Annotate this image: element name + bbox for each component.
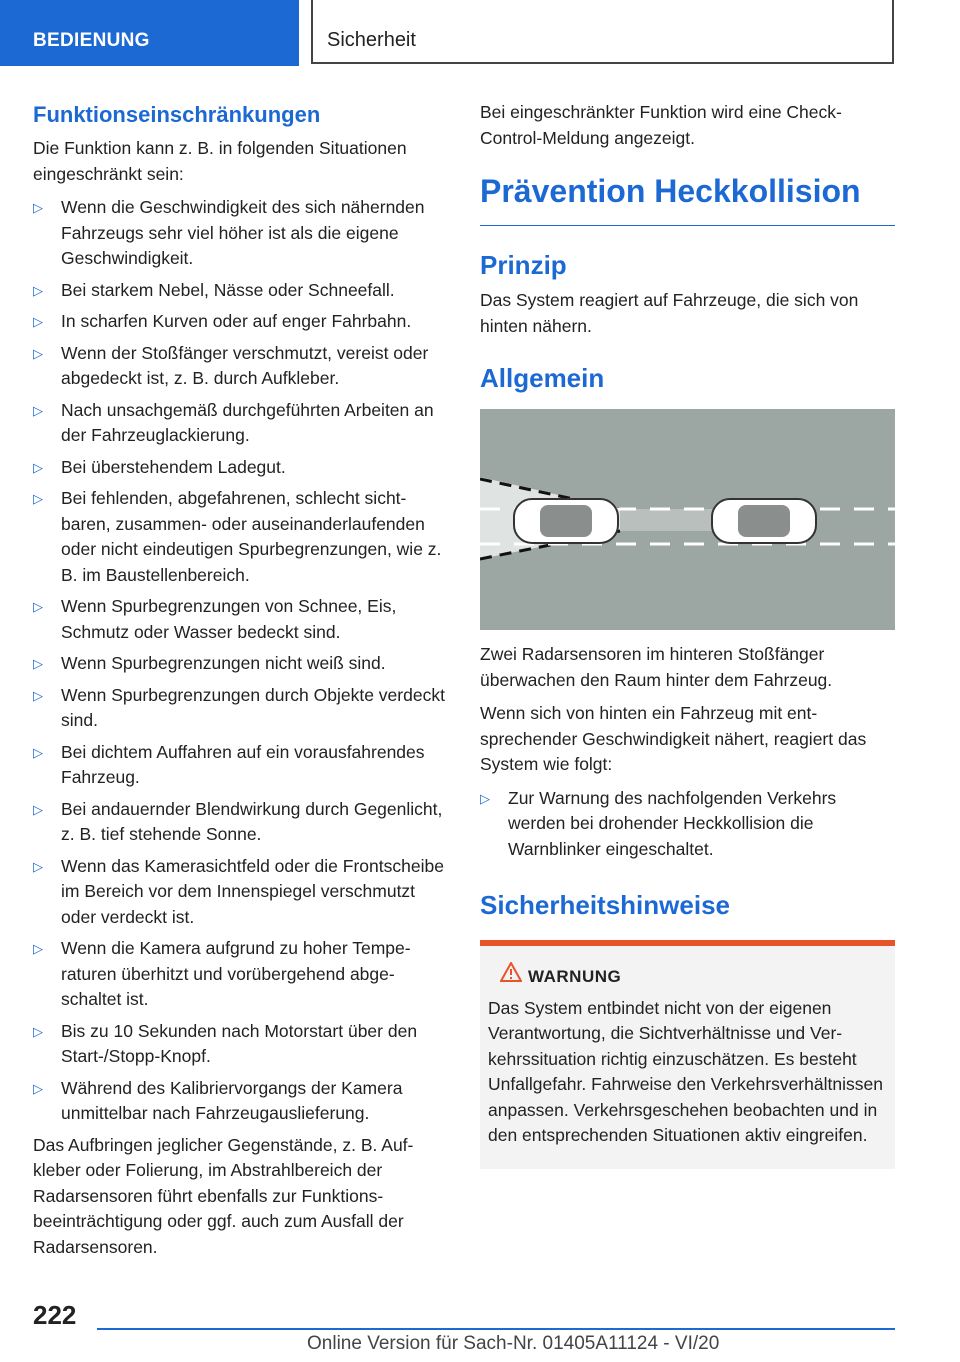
topic-label: Sicherheit: [327, 29, 416, 51]
triangle-bullet-icon: ▷: [33, 491, 43, 506]
triangle-bullet-icon: ▷: [33, 282, 43, 298]
list-item: ▷ Während des Kalibriervorgangs der Kamera unmittelbar nach Fahrzeugauslieferung.: [33, 1077, 403, 1123]
list-item: ▷ Bei andauernder Blendwirkung durch Gegenlicht, z. B. tief stehende Sonne.: [33, 798, 443, 844]
warning-triangle-icon: [500, 962, 522, 982]
triangle-bullet-icon: ▷: [33, 1023, 43, 1039]
prinzip-heading: Prinzip: [480, 250, 567, 280]
allgemein-heading: Allgemein: [480, 363, 605, 393]
list-item: ▷ Wenn die Kamera aufgrund zu hoher Temperaturen überhitzt und vorübergehend abgeschaltet ist.: [33, 938, 411, 1009]
list-item: ▷ Wenn das Kamerasichtfeld oder die Frontscheibe im Bereich vor dem Innenspiegel verschmutzt oder verdeckt ist.: [33, 855, 444, 927]
right-column: [480, 100, 895, 1169]
triangle-bullet-icon: ▷: [33, 687, 43, 703]
road-diagram: [480, 409, 895, 630]
limitations-intro: Die Funktion kann z. B. in folgenden Situationen eingeschränkt sein:: [33, 138, 407, 184]
section-tab: [0, 0, 299, 66]
triangle-bullet-icon: ▷: [33, 599, 43, 614]
allgemein-text-1: Zwei Radarsensoren im hinteren Stoßfänger überwachen den Raum hinter dem Fahrzeug.: [480, 644, 833, 690]
list-item: ▷ Wenn Spurbegrenzungen nicht weiß sind.: [33, 651, 447, 677]
limitations-heading: Funktionseinschränkungen: [33, 102, 321, 127]
triangle-bullet-icon: ▷: [33, 402, 43, 418]
list-item: ▷ In scharfen Kurven oder auf enger Fahrbahn.: [33, 309, 447, 335]
footer-divider: [97, 1328, 895, 1330]
allgemein-text-2: Wenn sich von hinten ein Fahrzeug mit entsprechender Geschwindigkeit nähert, reagiert das System wie folgt:: [480, 703, 867, 774]
triangle-bullet-icon: ▷: [33, 941, 43, 956]
reaction-list: [480, 786, 895, 863]
warning-box: [480, 940, 895, 1169]
triangle-bullet-icon: ▷: [33, 459, 43, 475]
prinzip-text: Das System reagiert auf Fahrzeuge, die sich von hinten nähern.: [480, 290, 859, 336]
limitations-outro: Das Aufbringen jeglicher Gegenstände, z. B. Aufkleber oder Folierung, im Abstrahlbereich der Radarsensoren führt ebenfalls zur Funktionsbeeinträchtigung oder ggf. auch zum Ausfall der Radarsensoren.: [33, 1134, 414, 1257]
section-label: BEDIENUNG: [33, 30, 150, 51]
list-item: ▷ Zur Warnung des nachfolgenden Verkehrs werden bei drohender Heckkollision die Warnblinker eingeschaltet.: [480, 787, 837, 859]
list-item: ▷ Bei überstehendem Ladegut.: [33, 455, 447, 481]
list-item: ▷ Bei fehlenden, abgefahrenen, schlecht sichtbaren, zusammen- oder auseinanderlaufenden oder nicht eindeutigen Spurbegrenzungen, wie z. B. im Baustellenbereich.: [33, 488, 442, 585]
triangle-bullet-icon: ▷: [33, 801, 43, 817]
list-item: ▷ Bei dichtem Auffahren auf ein vorausfahrendes Fahrzeug.: [33, 741, 425, 787]
warning-text: Das System entbindet nicht von der eigenen Verantwortung, die Sichtverhältnisse und Verkehrssituation richtig einzuschätzen. Es besteht Unfallgefahr. Fahrweise den Verkehrsverhältnissen anpassen. Verkehrsgeschehen beobachten und in den entsprechenden Situationen aktiv eingreifen.: [488, 997, 883, 1145]
following-car-icon: [514, 499, 618, 543]
own-car-icon: [712, 499, 816, 543]
warning-label: WARNUNG: [528, 967, 622, 986]
list-item: ▷ Wenn Spurbegrenzungen von Schnee, Eis, Schmutz oder Wasser bedeckt sind.: [33, 596, 397, 642]
topic-tab: [311, 0, 894, 64]
list-item: ▷ Wenn die Geschwindigkeit des sich nähernden Fahrzeugs sehr viel höher ist als die eigene Geschwindigkeit.: [33, 197, 425, 268]
footer-version: Online Version für Sach-Nr. 01405A11124 - VI/20: [307, 1333, 720, 1354]
left-column: [33, 100, 447, 1268]
list-item: ▷ Wenn der Stoßfänger verschmutzt, vereist oder abgedeckt ist, z. B. durch Aufkleber.: [33, 342, 429, 388]
warning-title: [488, 964, 887, 990]
list-item: ▷ Bis zu 10 Sekunden nach Motorstart über den Start-/Stopp-Knopf.: [33, 1020, 418, 1066]
triangle-bullet-icon: ▷: [33, 345, 43, 361]
rear-radar-illustration: [480, 409, 895, 630]
list-item: ▷ Wenn Spurbegrenzungen durch Objekte verdeckt sind.: [33, 684, 445, 730]
triangle-bullet-icon: ▷: [33, 314, 43, 329]
triangle-bullet-icon: ▷: [33, 656, 43, 671]
triangle-bullet-icon: ▷: [33, 1080, 43, 1096]
chapter-title: Prävention Heckkollision: [480, 171, 895, 226]
limitations-list: [33, 195, 447, 1127]
triangle-bullet-icon: ▷: [480, 790, 490, 806]
page-number: 222: [33, 1300, 77, 1330]
triangle-bullet-icon: ▷: [33, 858, 43, 874]
triangle-bullet-icon: ▷: [33, 744, 43, 760]
safety-heading: Sicherheitshinweise: [480, 890, 730, 920]
list-item: ▷ Nach unsachgemäß durchgeführten Arbeiten an der Fahrzeuglackierung.: [33, 399, 434, 445]
triangle-bullet-icon: ▷: [33, 200, 43, 215]
check-control-note: Bei eingeschränkter Funktion wird eine Check-Control-Meldung angezeigt.: [480, 102, 842, 148]
list-item: ▷ Bei starkem Nebel, Nässe oder Schneefall.: [33, 278, 447, 304]
